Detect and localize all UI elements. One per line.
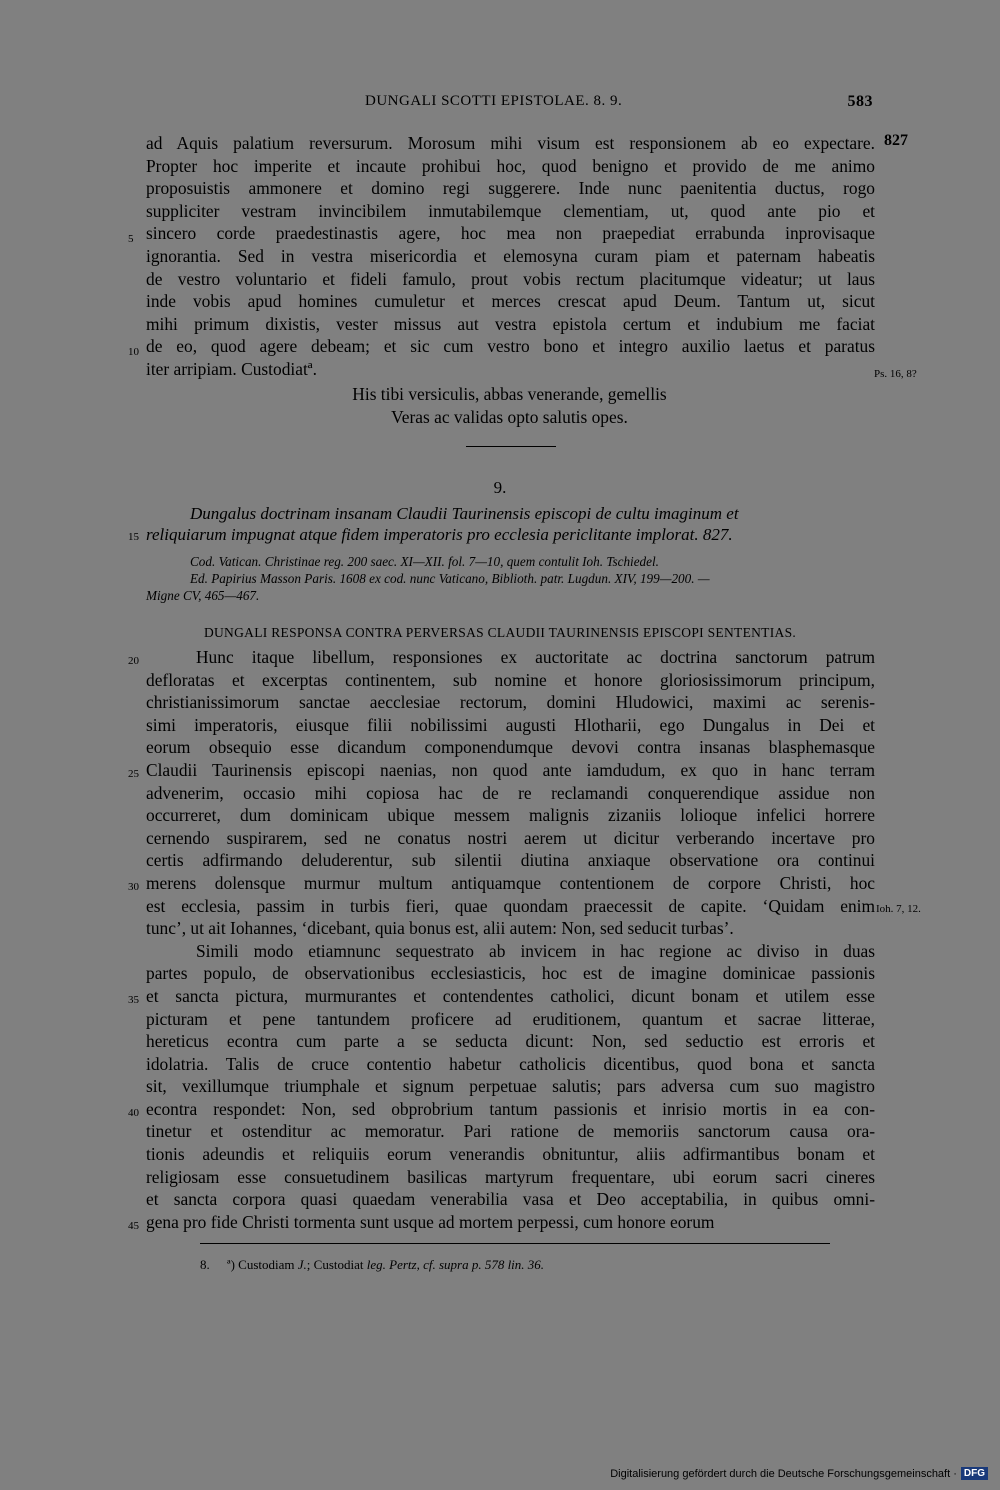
line-number-5: 5 (128, 233, 134, 245)
page-number: 583 (847, 93, 873, 110)
epistle-8-text (146, 132, 875, 381)
epistle-summary (146, 503, 875, 545)
text-line: sincero corde praedestinastis agere, hoc mea non praepediat errabunda inprovisaque (146, 223, 875, 244)
summary-line: Dungalus doctrinam insanam Claudii Taurinensis episcopi de cultu imaginum et (190, 504, 739, 523)
line-number-10: 10 (128, 346, 139, 358)
line-number-35: 35 (128, 994, 139, 1006)
closing-verses (145, 383, 874, 428)
verse-line: His tibi versiculis, abbas venerande, gemellis (352, 384, 667, 404)
text-line: mihi primum dixistis, vester missus aut vestra epistola certum et indubium me faciat (146, 313, 875, 334)
text-line: Propter hoc imperite et incaute prohibui hoc, quod benigno et provido de me animo (146, 155, 875, 176)
text-line: iter arripiam. Custodiatª. (146, 358, 317, 379)
epistle-9-text (146, 646, 875, 1233)
footnote-italic: leg. Pertz, cf. supra p. 578 lin. 36. (366, 1257, 545, 1272)
line-number-45: 45 (128, 1220, 139, 1232)
text-line: de vestro voluntario et fideli famulo, prout vobis rectum placitumque videatur; ut laus (146, 268, 875, 289)
text-line: tinetur et ostenditur ac memoratur. Pari ratione de memoriis sanctorum causa ora- (146, 1121, 875, 1142)
text-line: inde vobis apud homines cumuletur et merces crescat apud Deum. Tantum ut, sicut (146, 291, 875, 312)
text-line: advenerim, occasio mihi copiosa hac de re reclamandi conquerendique assidue non (146, 782, 875, 803)
text-line: proposuistis ammonere et domino regi suggerere. Inde nunc paenitentia ductus, rogo (146, 178, 875, 199)
credit-text: Digitalisierung gefördert durch die Deutsche Forschungsgemeinschaft · (610, 1467, 957, 1480)
verse-line: Veras ac validas opto salutis opes. (391, 406, 628, 427)
footnote (200, 1257, 544, 1273)
edition-line: Ed. Papirius Masson Paris. 1608 ex cod. nunc Vaticano, Biblioth. patr. Lugdun. XIV, 199—200. — (190, 571, 710, 586)
text-line: simi imperatoris, eiusque filii nobilissimi augusti Hlotharii, ego Dungalus in Dei et (146, 714, 875, 735)
text-line: et sancta corpora quasi quaedam venerabilia vasa et Deo acceptabilia, in quibus omni- (146, 1189, 875, 1210)
manuscript-notes (146, 553, 875, 604)
running-title: DUNGALI SCOTTI EPISTOLAE. 8. 9. (365, 93, 623, 109)
text-line: religiosam esse consuetudinem basilicas martyrum frequentare, ubi eorum sacri cineres (146, 1166, 875, 1187)
text-line: econtra respondet: Non, sed obprobrium tantum passionis et inrisio mortis in ea con- (146, 1098, 875, 1119)
footnote-text: ; Custodiat (306, 1257, 367, 1272)
text-line: de eo, quod agere debeam; et sic cum vestro bono et integro auxilio laetus et paratus (146, 336, 875, 357)
text-line: certis adfirmando deluderentur, sub silentii diutina anxiaque observatione ora continui (146, 850, 875, 871)
text-line: idolatria. Talis de cruce contentio habetur catholicis dicentibus, quod bona et sancta (146, 1053, 875, 1074)
text-line: tionis adeundis et reliquiis eorum venerandis obnituntur, aliis adfirmantibus bonam et (146, 1144, 875, 1165)
line-number-25: 25 (128, 768, 139, 780)
text-line: ad Aquis palatium reversurum. Morosum mihi visum est responsionem ab eo expectare. (146, 133, 875, 153)
footnote-mark: ª) (227, 1257, 235, 1272)
line-number-20: 20 (128, 655, 139, 667)
line-number-40: 40 (128, 1107, 139, 1119)
text-line: Claudii Taurinensis episcopi naenias, non quod ante iamdudum, ex quo in hanc terram (146, 759, 875, 780)
text-line: Simili modo etiamnunc sequestrato ab invicem in hac regione ac diviso in duas (196, 940, 875, 961)
line-number-30: 30 (128, 881, 139, 893)
text-line: picturam et pene tantundem proficere ad eruditionem, quantum et sacrae litterae, (146, 1008, 875, 1029)
text-line: eorum obsequio esse dicandum componendumque devovi contra insanas blasphemasque (146, 737, 875, 758)
dfg-logo: DFG (961, 1467, 988, 1480)
footnote-italic: J. (297, 1257, 307, 1272)
line-number-15: 15 (128, 531, 139, 543)
text-line: partes populo, de observationibus ecclesiasticis, hoc est de imagine dominicae passionis (146, 963, 875, 984)
text-line: Hunc itaque libellum, responsiones ex auctoritate ac doctrina sanctorum patrum (196, 647, 875, 667)
john-reference: Ioh. 7, 12. (876, 903, 921, 915)
text-line: defloratas et excerptas continentem, sub nomine et honore gloriosissimorum principum, (146, 669, 875, 690)
text-line: et sancta pictura, murmurantes et contendentes catholici, dicunt bonam et utilem esse (146, 985, 875, 1006)
text-line: hereticus econtra cum parte a se seducta dicunt: Non, sed seductio est erroris et (146, 1031, 875, 1052)
text-line: merens dolensque murmur multum antiquamque contentionem de corpore Christi, hoc (146, 872, 875, 893)
year-margin-note: 827 (884, 132, 908, 149)
footnote-rule (200, 1243, 830, 1244)
summary-line: reliquiarum impugnat atque fidem imperatoris pro ecclesia periclitante implorat. 827. (146, 525, 733, 544)
text-line: ignorantia. Sed in vestra misericordia et elemosyna curam piam et paternam habeatis (146, 245, 875, 266)
section-divider (466, 446, 556, 447)
text-line: est ecclesia, passim in turbis fieri, quae quondam praecessit de capite. ‘Quidam enim (146, 895, 875, 916)
edition-line: Migne CV, 465—467. (146, 588, 260, 603)
psalm-reference: Ps. 16, 8? (874, 368, 917, 380)
text-line: cernendo suspirarem, sed ne conatus nostri aerem ut dicitur verberando incertave pro (146, 827, 875, 848)
text-line: sit, vexillumque triumphale et signum perpetuae salutis; pars adversa cum suo magistro (146, 1076, 875, 1097)
text-line: tunc’, ut ait Iohannes, ‘dicebant, quia bonus est, alii autem: Non, sed seducit turbas’. (146, 918, 734, 939)
text-line: gena pro fide Christi tormenta sunt usque ad mortem perpessi, cum honore eorum (146, 1211, 715, 1232)
section-heading: DUNGALI RESPONSA CONTRA PERVERSAS CLAUDII TAURINENSIS EPISCOPI SENTENTIAS. (203, 625, 797, 640)
text-line: suppliciter vestram invincibilem inmutabilemque clementiam, ut, quod ante pio et (146, 200, 875, 221)
text-line: christianissimorum sanctae aecclesiae rectorum, domini Hludowici, maximi ac serenis- (146, 692, 875, 713)
text-line: occurreret, dum dominicam ubique messem malignis zizaniis lolioque infelici horrere (146, 805, 875, 826)
footnote-text: Custodiam (234, 1257, 298, 1272)
manuscript-line: Cod. Vatican. Christinae reg. 200 saec. XI—XII. fol. 7—10, quem contulit Ioh. Tschiedel. (190, 554, 659, 569)
footnote-prefix: 8. (200, 1257, 210, 1272)
epistle-number: 9. (493, 478, 507, 497)
digitization-credit (610, 1467, 988, 1480)
